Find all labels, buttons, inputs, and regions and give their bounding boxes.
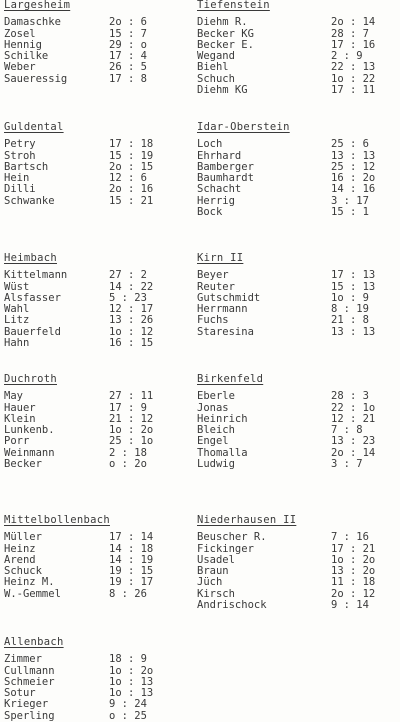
player-score: 1o : 22 [331, 72, 376, 85]
player-name: Fickinger [197, 542, 254, 555]
team-title: Niederhausen II [197, 514, 297, 526]
player-name: Wegand [197, 50, 235, 63]
player-name: Becker [4, 458, 42, 471]
player-score: 2o : 16 [109, 183, 154, 196]
player-name: Weinmann [4, 446, 55, 459]
player-score: 14 : 16 [331, 183, 376, 196]
player-name: Kirsch [197, 587, 235, 600]
player-name: May [4, 390, 23, 403]
player-score: 1o : 13 [109, 687, 154, 700]
player-name: Ehrhard [197, 149, 242, 162]
player-name: Klein [4, 412, 36, 425]
team-title: Guldental [4, 121, 64, 133]
player-name: Bleich [197, 424, 235, 437]
player-name: Porr [4, 435, 30, 448]
player-score: 14 : 19 [109, 553, 154, 566]
player-name: Ludwig [197, 458, 235, 471]
player-score: 13 : 23 [331, 435, 376, 448]
team-block [4, 0, 164, 85]
team-title: Heimbach [4, 252, 57, 264]
player-name: Sperling [4, 709, 55, 722]
player-score: 1o : 2o [331, 553, 376, 566]
player-name: Becker KG [197, 27, 254, 40]
player-row [4, 338, 164, 349]
player-name: Stroh [4, 149, 36, 162]
player-score: 7 : 8 [331, 424, 363, 437]
player-score: 2o : 14 [331, 16, 376, 29]
player-row [197, 139, 393, 150]
player-name: Arend [4, 553, 36, 566]
player-name: Diehm R. [197, 16, 248, 29]
player-name: Bauerfeld [4, 325, 61, 338]
player-row [197, 270, 393, 281]
team-title: Allenbach [4, 636, 64, 648]
player-name: Lunkenb. [4, 424, 55, 437]
player-name: Heinz [4, 542, 36, 555]
player-name: W.-Gemmel [4, 587, 61, 600]
player-row [4, 711, 164, 722]
player-name: Biehl [197, 61, 229, 74]
player-score: 12 : 21 [331, 412, 376, 425]
player-score: 13 : 13 [331, 325, 376, 338]
player-name: Bock [197, 206, 223, 219]
team-title: Tiefenstein [197, 0, 270, 11]
team-title: Birkenfeld [197, 373, 264, 385]
player-name: Dilli [4, 183, 36, 196]
player-score: 1o : 2o [109, 424, 154, 437]
player-name: Hauer [4, 401, 36, 414]
player-score: 17 : 21 [331, 542, 376, 555]
player-name: Zimmer [4, 653, 42, 666]
player-score: 15 : 13 [331, 280, 376, 293]
player-row [4, 17, 164, 28]
player-name: Schilke [4, 50, 49, 63]
team-block [197, 122, 393, 218]
player-score: 25 : 6 [331, 138, 369, 151]
player-score: 2o : 12 [331, 587, 376, 600]
player-name: Schacht [197, 183, 242, 196]
player-name: Hennig [4, 38, 42, 51]
team-block [197, 253, 393, 338]
player-name: Heinrich [197, 412, 248, 425]
player-row [4, 196, 164, 207]
player-score: 17 : 18 [109, 138, 154, 151]
player-name: Diehm KG [197, 84, 248, 97]
player-score: 1o : 2o [109, 664, 154, 677]
player-score: 12 : 17 [109, 303, 154, 316]
player-score: 14 : 22 [109, 280, 154, 293]
player-score: 27 : 11 [109, 390, 154, 403]
player-name: Wahl [4, 303, 30, 316]
player-score: 17 : 8 [109, 72, 147, 85]
team-block [4, 253, 164, 349]
player-name: Schmeier [4, 675, 55, 688]
player-name: Cullmann [4, 664, 55, 677]
team-block [4, 374, 164, 470]
player-score: 17 : 9 [109, 401, 147, 414]
player-name: Jonas [197, 401, 229, 414]
player-name: Staresina [197, 325, 254, 338]
player-name: Fuchs [197, 314, 229, 327]
player-score: 2o : 15 [109, 160, 154, 173]
team-title: Mittelbollenbach [4, 514, 110, 526]
player-name: Beuscher R. [197, 531, 267, 544]
player-score: 2o : 6 [109, 16, 147, 29]
player-score: 27 : 2 [109, 269, 147, 282]
player-name: Hein [4, 172, 30, 185]
player-name: Thomalla [197, 446, 248, 459]
player-row [4, 654, 164, 665]
player-score: o : 25 [109, 709, 147, 722]
team-title: Duchroth [4, 373, 57, 385]
player-score: 25 : 1o [109, 435, 154, 448]
player-name: Becker E. [197, 38, 254, 51]
player-name: Wüst [4, 280, 30, 293]
team-block [4, 637, 164, 722]
player-score: 26 : 5 [109, 61, 147, 74]
player-name: Bamberger [197, 160, 254, 173]
player-score: 13 : 2o [331, 565, 376, 578]
player-score: 3 : 17 [331, 194, 369, 207]
player-score: 2o : 14 [331, 446, 376, 459]
player-name: Herrig [197, 194, 235, 207]
player-name: Usadel [197, 553, 235, 566]
player-name: Schuch [197, 72, 235, 85]
player-name: Weber [4, 61, 36, 74]
player-score: 29 : o [109, 38, 147, 51]
player-score: 15 : 21 [109, 194, 154, 207]
player-name: Krieger [4, 698, 49, 711]
player-row [4, 270, 164, 281]
player-score: 17 : 4 [109, 50, 147, 63]
team-title: Largesheim [4, 0, 71, 11]
player-row [4, 139, 164, 150]
team-block [197, 374, 393, 470]
team-title: Kirn II [197, 252, 244, 264]
player-row [4, 589, 164, 600]
player-score: 28 : 3 [331, 390, 369, 403]
player-score: 21 : 12 [109, 412, 154, 425]
player-score: 19 : 17 [109, 576, 154, 589]
player-name: Schuck [4, 565, 42, 578]
team-block [197, 515, 393, 611]
player-name: Baumhardt [197, 172, 254, 185]
player-row [197, 327, 393, 338]
player-score: 1o : 9 [331, 291, 369, 304]
player-score: 16 : 15 [109, 337, 154, 350]
player-name: Eberle [197, 390, 235, 403]
player-score: 22 : 13 [331, 61, 376, 74]
team-title: Idar-Oberstein [197, 121, 290, 133]
player-score: 18 : 9 [109, 653, 147, 666]
player-score: 15 : 19 [109, 149, 154, 162]
player-score: 17 : 16 [331, 38, 376, 51]
player-name: Engel [197, 435, 229, 448]
player-name: Petry [4, 138, 36, 151]
player-score: 3 : 7 [331, 458, 363, 471]
player-name: Sotur [4, 687, 36, 700]
player-row [197, 459, 393, 470]
player-score: 11 : 18 [331, 576, 376, 589]
player-name: Loch [197, 138, 223, 151]
player-score: 16 : 2o [331, 172, 376, 185]
player-score: 17 : 13 [331, 269, 376, 282]
player-row [4, 532, 164, 543]
player-row [4, 74, 164, 85]
player-row [4, 459, 164, 470]
team-block [4, 122, 164, 207]
player-score: 19 : 15 [109, 565, 154, 578]
player-row [197, 391, 393, 402]
player-score: o : 2o [109, 458, 147, 471]
player-score: 2 : 9 [331, 50, 363, 63]
player-name: Damaschke [4, 16, 61, 29]
player-score: 9 : 24 [109, 698, 147, 711]
player-name: Alsfasser [4, 291, 61, 304]
player-score: 9 : 14 [331, 599, 369, 612]
player-score: 15 : 7 [109, 27, 147, 40]
player-name: Herrmann [197, 303, 248, 316]
player-score: 17 : 11 [331, 84, 376, 97]
player-name: Beyer [197, 269, 229, 282]
player-score: 25 : 12 [331, 160, 376, 173]
player-name: Braun [197, 565, 229, 578]
player-score: 14 : 18 [109, 542, 154, 555]
player-score: 21 : 8 [331, 314, 369, 327]
player-score: 28 : 7 [331, 27, 369, 40]
player-score: 17 : 14 [109, 531, 154, 544]
player-score: 5 : 23 [109, 291, 147, 304]
player-name: Reuter [197, 280, 235, 293]
player-score: 2 : 18 [109, 446, 147, 459]
player-score: 1o : 13 [109, 675, 154, 688]
player-row [197, 85, 393, 96]
player-name: Müller [4, 531, 42, 544]
player-name: Schwanke [4, 194, 55, 207]
player-name: Hahn [4, 337, 30, 350]
player-name: Zosel [4, 27, 36, 40]
player-score: 15 : 1 [331, 206, 369, 219]
player-name: Bartsch [4, 160, 49, 173]
player-score: 8 : 26 [109, 587, 147, 600]
player-name: Saueressig [4, 72, 68, 85]
player-score: 22 : 1o [331, 401, 376, 414]
player-score: 13 : 13 [331, 149, 376, 162]
player-name: Litz [4, 314, 30, 327]
player-name: Heinz M. [4, 576, 55, 589]
player-row [197, 532, 393, 543]
player-score: 13 : 26 [109, 314, 154, 327]
player-row [197, 17, 393, 28]
player-row [197, 600, 393, 611]
player-score: 8 : 19 [331, 303, 369, 316]
player-score: 7 : 16 [331, 531, 369, 544]
player-name: Andrischock [197, 599, 267, 612]
player-name: Kittelmann [4, 269, 68, 282]
player-score: 12 : 6 [109, 172, 147, 185]
player-row [4, 391, 164, 402]
player-name: Jüch [197, 576, 223, 589]
team-block [4, 515, 164, 600]
player-score: 1o : 12 [109, 325, 154, 338]
team-block [197, 0, 393, 96]
player-name: Gutschmidt [197, 291, 261, 304]
player-row [197, 207, 393, 218]
